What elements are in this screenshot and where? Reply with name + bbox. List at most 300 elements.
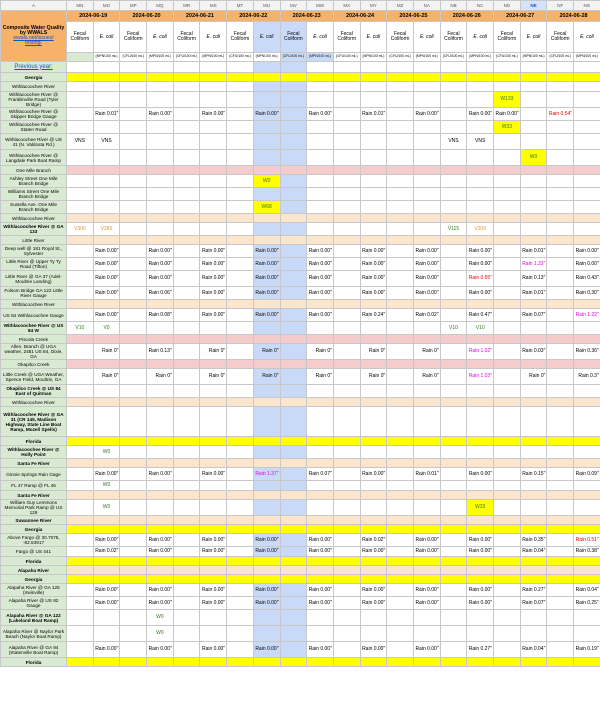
data-cell[interactable]: [280, 134, 307, 150]
data-cell[interactable]: [467, 491, 494, 500]
data-cell[interactable]: [494, 642, 521, 658]
data-cell[interactable]: [360, 385, 387, 398]
data-cell[interactable]: Rain 0.00": [147, 597, 174, 610]
data-cell[interactable]: [467, 398, 494, 407]
column-header[interactable]: MY: [360, 1, 387, 11]
data-cell[interactable]: Rain 0.00": [360, 468, 387, 481]
data-cell[interactable]: [440, 73, 467, 82]
data-cell[interactable]: [227, 188, 254, 201]
data-cell[interactable]: [307, 150, 334, 166]
data-cell[interactable]: [520, 437, 547, 446]
cell[interactable]: [227, 62, 254, 73]
data-cell[interactable]: Rain 0.07": [520, 597, 547, 610]
cell[interactable]: [253, 62, 280, 73]
data-cell[interactable]: [173, 491, 200, 500]
data-cell[interactable]: [227, 300, 254, 309]
data-cell[interactable]: [120, 82, 147, 92]
data-cell[interactable]: [307, 201, 334, 214]
data-cell[interactable]: Rain 0": [413, 344, 440, 360]
data-cell[interactable]: [387, 309, 414, 322]
data-cell[interactable]: [227, 236, 254, 245]
data-cell[interactable]: [547, 258, 574, 271]
site-label[interactable]: FL 47 Ramp @ FL 46: [1, 481, 67, 491]
data-cell[interactable]: [494, 584, 521, 597]
data-cell[interactable]: [120, 385, 147, 398]
data-cell[interactable]: Rain 0.07": [520, 309, 547, 322]
data-cell[interactable]: [440, 446, 467, 459]
data-cell[interactable]: [494, 201, 521, 214]
data-cell[interactable]: [547, 575, 574, 584]
data-cell[interactable]: [280, 481, 307, 491]
site-label[interactable]: US 84 Withlacoochee Gauge: [1, 309, 67, 322]
data-cell[interactable]: [333, 584, 360, 597]
data-cell[interactable]: [93, 300, 120, 309]
site-label[interactable]: Allen. Branch @ UGA weather, 2481 US 84, Dixie, GA: [1, 344, 67, 360]
data-cell[interactable]: [173, 575, 200, 584]
site-label[interactable]: Florida: [1, 557, 67, 566]
data-cell[interactable]: [494, 309, 521, 322]
site-label[interactable]: One Mile Branch: [1, 166, 67, 175]
data-cell[interactable]: Rain 0.00": [253, 108, 280, 121]
data-cell[interactable]: [200, 516, 227, 525]
data-cell[interactable]: [574, 516, 600, 525]
data-cell[interactable]: [67, 547, 94, 557]
cell[interactable]: [574, 62, 600, 73]
data-cell[interactable]: [333, 322, 360, 335]
data-cell[interactable]: [307, 446, 334, 459]
cell[interactable]: [494, 62, 521, 73]
data-cell[interactable]: Rain 0.00": [253, 597, 280, 610]
data-cell[interactable]: [120, 73, 147, 82]
data-cell[interactable]: [360, 166, 387, 175]
data-cell[interactable]: [253, 73, 280, 82]
data-cell[interactable]: [547, 188, 574, 201]
data-cell[interactable]: [280, 92, 307, 108]
data-cell[interactable]: [307, 626, 334, 642]
data-cell[interactable]: [120, 468, 147, 481]
data-cell[interactable]: [93, 491, 120, 500]
data-cell[interactable]: [360, 236, 387, 245]
data-cell[interactable]: [67, 385, 94, 398]
data-cell[interactable]: [280, 566, 307, 575]
data-cell[interactable]: [307, 398, 334, 407]
site-label[interactable]: Little River @ Upper Ty Ty Road (Tifton): [1, 258, 67, 271]
data-cell[interactable]: [93, 236, 120, 245]
data-cell[interactable]: [413, 398, 440, 407]
data-cell[interactable]: [333, 566, 360, 575]
data-cell[interactable]: [333, 271, 360, 287]
data-cell[interactable]: [387, 188, 414, 201]
data-cell[interactable]: Rain 0.35": [520, 534, 547, 547]
data-cell[interactable]: [173, 344, 200, 360]
data-cell[interactable]: [307, 407, 334, 437]
column-header[interactable]: NE: [520, 1, 547, 11]
data-cell[interactable]: [520, 557, 547, 566]
column-header[interactable]: MW: [307, 1, 334, 11]
data-cell[interactable]: [280, 150, 307, 166]
data-cell[interactable]: [227, 658, 254, 667]
data-cell[interactable]: [440, 597, 467, 610]
data-cell[interactable]: [280, 658, 307, 667]
data-cell[interactable]: [253, 335, 280, 344]
data-cell[interactable]: [440, 534, 467, 547]
data-cell[interactable]: [253, 322, 280, 335]
data-cell[interactable]: [253, 557, 280, 566]
data-cell[interactable]: [520, 575, 547, 584]
data-cell[interactable]: VNS: [67, 134, 94, 150]
data-cell[interactable]: [253, 516, 280, 525]
data-cell[interactable]: [280, 121, 307, 134]
data-cell[interactable]: [147, 223, 174, 236]
data-cell[interactable]: [93, 407, 120, 437]
data-cell[interactable]: [333, 385, 360, 398]
data-cell[interactable]: W68: [253, 201, 280, 214]
data-cell[interactable]: [147, 201, 174, 214]
data-cell[interactable]: [173, 597, 200, 610]
data-cell[interactable]: Rain 0.00": [413, 534, 440, 547]
data-cell[interactable]: [440, 258, 467, 271]
data-cell[interactable]: Rain 0.00": [413, 258, 440, 271]
data-cell[interactable]: [147, 188, 174, 201]
data-cell[interactable]: [413, 82, 440, 92]
data-cell[interactable]: Rain 0.07": [307, 468, 334, 481]
data-cell[interactable]: [307, 437, 334, 446]
data-cell[interactable]: [547, 658, 574, 667]
data-cell[interactable]: [173, 446, 200, 459]
data-cell[interactable]: Rain 0.00": [413, 271, 440, 287]
data-cell[interactable]: [227, 245, 254, 258]
data-cell[interactable]: Rain 0.00": [494, 108, 521, 121]
data-cell[interactable]: Rain 0.00": [200, 547, 227, 557]
data-cell[interactable]: [440, 658, 467, 667]
data-cell[interactable]: [333, 516, 360, 525]
data-cell[interactable]: [280, 437, 307, 446]
data-cell[interactable]: [547, 597, 574, 610]
data-cell[interactable]: [387, 534, 414, 547]
data-cell[interactable]: [574, 437, 600, 446]
data-cell[interactable]: [93, 575, 120, 584]
data-cell[interactable]: Rain 0.00": [574, 258, 600, 271]
data-cell[interactable]: [360, 322, 387, 335]
data-cell[interactable]: [547, 516, 574, 525]
data-cell[interactable]: [547, 547, 574, 557]
site-label[interactable]: Alapaha River @ US 82 Gauge: [1, 597, 67, 610]
site-label[interactable]: Alapaha River @ GA 122 (Lakeland Boat Ramp): [1, 610, 67, 626]
data-cell[interactable]: [120, 642, 147, 658]
data-cell[interactable]: [467, 92, 494, 108]
data-cell[interactable]: [120, 658, 147, 667]
column-header[interactable]: ND: [494, 1, 521, 11]
cell[interactable]: [360, 62, 387, 73]
data-cell[interactable]: [440, 525, 467, 534]
data-cell[interactable]: [307, 491, 334, 500]
data-cell[interactable]: [280, 626, 307, 642]
data-cell[interactable]: [280, 398, 307, 407]
data-cell[interactable]: [440, 557, 467, 566]
data-cell[interactable]: Rain 0.00": [253, 534, 280, 547]
data-cell[interactable]: [333, 626, 360, 642]
data-cell[interactable]: [467, 300, 494, 309]
data-cell[interactable]: [173, 369, 200, 385]
data-cell[interactable]: [333, 547, 360, 557]
data-cell[interactable]: [574, 385, 600, 398]
data-cell[interactable]: [333, 188, 360, 201]
data-cell[interactable]: [413, 335, 440, 344]
data-cell[interactable]: [360, 335, 387, 344]
data-cell[interactable]: [574, 446, 600, 459]
data-cell[interactable]: [387, 322, 414, 335]
data-cell[interactable]: Rain 0.00": [93, 597, 120, 610]
data-cell[interactable]: [227, 223, 254, 236]
data-cell[interactable]: Rain 0.00": [253, 584, 280, 597]
column-header[interactable]: MS: [200, 1, 227, 11]
data-cell[interactable]: [227, 121, 254, 134]
data-cell[interactable]: [200, 134, 227, 150]
data-cell[interactable]: [333, 92, 360, 108]
data-cell[interactable]: [413, 610, 440, 626]
site-label[interactable]: Little Creek @ UGA Weather, Spence Field, Moultrie, GA: [1, 369, 67, 385]
data-cell[interactable]: [120, 398, 147, 407]
data-cell[interactable]: [494, 360, 521, 369]
site-label[interactable]: Withlacoochee River @ Staten Road: [1, 121, 67, 134]
data-cell[interactable]: [520, 516, 547, 525]
data-cell[interactable]: Rain 0.00": [413, 642, 440, 658]
data-cell[interactable]: [494, 610, 521, 626]
data-cell[interactable]: [494, 534, 521, 547]
data-cell[interactable]: V10: [440, 322, 467, 335]
data-cell[interactable]: Rain 0.00": [200, 271, 227, 287]
data-cell[interactable]: [67, 557, 94, 566]
data-cell[interactable]: [494, 236, 521, 245]
date-header[interactable]: 2024-06-28: [547, 11, 600, 22]
data-cell[interactable]: [574, 525, 600, 534]
data-cell[interactable]: [494, 188, 521, 201]
site-label[interactable]: Fargo @ US 441: [1, 547, 67, 557]
data-cell[interactable]: [173, 287, 200, 300]
data-cell[interactable]: [307, 82, 334, 92]
data-cell[interactable]: [147, 481, 174, 491]
data-cell[interactable]: [333, 300, 360, 309]
data-cell[interactable]: [413, 557, 440, 566]
data-cell[interactable]: [200, 214, 227, 223]
data-cell[interactable]: [67, 468, 94, 481]
data-cell[interactable]: [413, 223, 440, 236]
data-cell[interactable]: [574, 201, 600, 214]
date-header[interactable]: 2024-06-22: [227, 11, 280, 22]
data-cell[interactable]: [387, 516, 414, 525]
data-cell[interactable]: W0: [147, 626, 174, 642]
data-cell[interactable]: [253, 300, 280, 309]
site-label[interactable]: Withlacoochee River: [1, 82, 67, 92]
data-cell[interactable]: Rain 0.00": [413, 108, 440, 121]
data-cell[interactable]: [280, 82, 307, 92]
data-cell[interactable]: [467, 459, 494, 468]
data-cell[interactable]: [574, 610, 600, 626]
site-label[interactable]: Withlacoochee River: [1, 398, 67, 407]
data-cell[interactable]: [227, 150, 254, 166]
data-cell[interactable]: [173, 150, 200, 166]
data-cell[interactable]: [360, 92, 387, 108]
data-cell[interactable]: Rain 0.00": [253, 245, 280, 258]
data-cell[interactable]: Rain 0.3": [574, 369, 600, 385]
data-cell[interactable]: [280, 360, 307, 369]
data-cell[interactable]: [574, 322, 600, 335]
data-cell[interactable]: [147, 575, 174, 584]
column-header[interactable]: MZ: [387, 1, 414, 11]
data-cell[interactable]: [120, 516, 147, 525]
data-cell[interactable]: [360, 300, 387, 309]
data-cell[interactable]: [227, 175, 254, 188]
data-cell[interactable]: [387, 360, 414, 369]
data-cell[interactable]: [173, 642, 200, 658]
data-cell[interactable]: [227, 584, 254, 597]
column-header[interactable]: MN: [67, 1, 94, 11]
data-cell[interactable]: [494, 626, 521, 642]
data-cell[interactable]: [520, 610, 547, 626]
data-cell[interactable]: [173, 626, 200, 642]
data-cell[interactable]: [93, 398, 120, 407]
data-cell[interactable]: [67, 300, 94, 309]
data-cell[interactable]: [120, 360, 147, 369]
data-cell[interactable]: [173, 188, 200, 201]
data-cell[interactable]: [520, 626, 547, 642]
data-cell[interactable]: [440, 236, 467, 245]
data-cell[interactable]: [67, 398, 94, 407]
data-cell[interactable]: [547, 175, 574, 188]
data-cell[interactable]: [120, 369, 147, 385]
data-cell[interactable]: [387, 335, 414, 344]
data-cell[interactable]: Rain 0": [93, 344, 120, 360]
data-cell[interactable]: [494, 287, 521, 300]
data-cell[interactable]: [67, 82, 94, 92]
data-cell[interactable]: [120, 214, 147, 223]
data-cell[interactable]: [280, 534, 307, 547]
data-cell[interactable]: [494, 322, 521, 335]
data-cell[interactable]: [227, 610, 254, 626]
data-cell[interactable]: [467, 481, 494, 491]
data-cell[interactable]: [387, 385, 414, 398]
data-cell[interactable]: [227, 258, 254, 271]
data-cell[interactable]: Rain 0.00": [413, 597, 440, 610]
data-cell[interactable]: [333, 166, 360, 175]
data-cell[interactable]: [520, 491, 547, 500]
data-cell[interactable]: [147, 322, 174, 335]
data-cell[interactable]: [253, 575, 280, 584]
data-cell[interactable]: [494, 557, 521, 566]
data-cell[interactable]: [253, 626, 280, 642]
data-cell[interactable]: [360, 626, 387, 642]
data-cell[interactable]: [333, 134, 360, 150]
data-cell[interactable]: Rain 0": [307, 369, 334, 385]
data-cell[interactable]: [253, 566, 280, 575]
data-cell[interactable]: [227, 407, 254, 437]
cell[interactable]: [200, 62, 227, 73]
data-cell[interactable]: [67, 344, 94, 360]
data-cell[interactable]: Rain 0.00": [93, 642, 120, 658]
data-cell[interactable]: [413, 92, 440, 108]
data-cell[interactable]: [93, 335, 120, 344]
site-label[interactable]: Withlacoochee River @ Holly Point: [1, 446, 67, 459]
data-cell[interactable]: [467, 407, 494, 437]
data-cell[interactable]: [227, 73, 254, 82]
data-cell[interactable]: [520, 82, 547, 92]
data-cell[interactable]: [333, 610, 360, 626]
data-cell[interactable]: V285: [93, 223, 120, 236]
data-cell[interactable]: [93, 557, 120, 566]
data-cell[interactable]: [280, 547, 307, 557]
data-cell[interactable]: Rain 0.02": [93, 547, 120, 557]
data-cell[interactable]: [467, 385, 494, 398]
data-cell[interactable]: [280, 214, 307, 223]
data-cell[interactable]: [227, 566, 254, 575]
title-link[interactable]: wwals.net/issues/ testing/: [13, 35, 54, 46]
site-label[interactable]: Okapilco Creek @ US 84 East of Quitman: [1, 385, 67, 398]
data-cell[interactable]: [574, 300, 600, 309]
data-cell[interactable]: [467, 575, 494, 584]
site-label[interactable]: Little River @ GA 37 (Adel-Moultrie Landing): [1, 271, 67, 287]
data-cell[interactable]: Rain 0.00": [200, 245, 227, 258]
data-cell[interactable]: VNS: [93, 134, 120, 150]
column-header[interactable]: MU: [253, 1, 280, 11]
data-cell[interactable]: [494, 500, 521, 516]
data-cell[interactable]: [120, 547, 147, 557]
cell[interactable]: [467, 62, 494, 73]
data-cell[interactable]: Rain 0": [93, 369, 120, 385]
data-cell[interactable]: Rain 0.27": [467, 642, 494, 658]
data-cell[interactable]: [200, 188, 227, 201]
cell[interactable]: [440, 62, 467, 73]
data-cell[interactable]: [120, 407, 147, 437]
data-cell[interactable]: [120, 566, 147, 575]
data-cell[interactable]: Rain 0.00": [467, 584, 494, 597]
data-cell[interactable]: [413, 121, 440, 134]
data-cell[interactable]: [200, 150, 227, 166]
data-cell[interactable]: [520, 658, 547, 667]
data-cell[interactable]: [467, 437, 494, 446]
data-cell[interactable]: [120, 525, 147, 534]
data-cell[interactable]: [307, 175, 334, 188]
data-cell[interactable]: [173, 134, 200, 150]
data-cell[interactable]: [67, 108, 94, 121]
column-header[interactable]: MX: [333, 1, 360, 11]
data-cell[interactable]: [67, 566, 94, 575]
data-cell[interactable]: Rain 0": [147, 369, 174, 385]
data-cell[interactable]: [147, 166, 174, 175]
data-cell[interactable]: [147, 459, 174, 468]
data-cell[interactable]: [440, 584, 467, 597]
data-cell[interactable]: [333, 534, 360, 547]
data-cell[interactable]: Rain 0.00": [147, 468, 174, 481]
data-cell[interactable]: [120, 245, 147, 258]
data-cell[interactable]: [574, 134, 600, 150]
data-cell[interactable]: [333, 223, 360, 236]
data-cell[interactable]: [200, 73, 227, 82]
data-cell[interactable]: [547, 150, 574, 166]
data-cell[interactable]: Rain 0.00": [200, 584, 227, 597]
data-cell[interactable]: [93, 150, 120, 166]
data-cell[interactable]: Rain 0.00": [467, 108, 494, 121]
data-cell[interactable]: [253, 385, 280, 398]
data-cell[interactable]: [467, 446, 494, 459]
data-cell[interactable]: [360, 175, 387, 188]
data-cell[interactable]: [387, 658, 414, 667]
data-cell[interactable]: [494, 175, 521, 188]
data-cell[interactable]: Rain 0.00": [307, 245, 334, 258]
data-cell[interactable]: [494, 73, 521, 82]
data-cell[interactable]: [173, 108, 200, 121]
data-cell[interactable]: [574, 398, 600, 407]
data-cell[interactable]: [387, 584, 414, 597]
